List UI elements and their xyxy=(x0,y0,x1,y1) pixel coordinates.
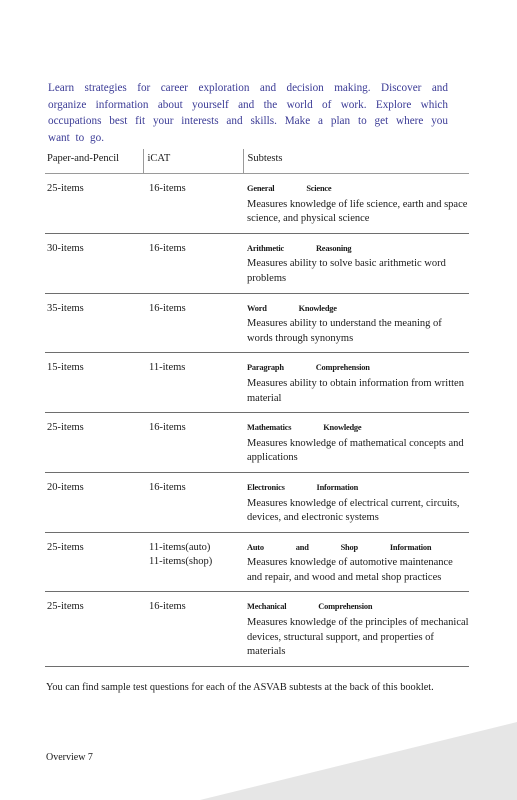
subtest-name: Paragraph Comprehension xyxy=(247,363,370,373)
page-footer: Overview 7 xyxy=(46,752,93,763)
icat-items: 11-items(shop) xyxy=(149,556,213,568)
paper-pencil-items: 25-items xyxy=(45,413,143,473)
icat-items-cell xyxy=(143,592,243,666)
icat-items-cell xyxy=(143,293,243,353)
table-header-row xyxy=(45,149,469,174)
table-row xyxy=(45,472,469,532)
icat-items-cell xyxy=(143,233,243,293)
subtest-description: Measures knowledge of mathematical concepts and applications xyxy=(247,437,464,464)
icat-items: 16-items xyxy=(149,481,186,493)
paper-pencil-items: 15-items xyxy=(45,353,143,413)
subtest-cell xyxy=(243,413,469,473)
subtest-cell xyxy=(243,592,469,666)
icat-items-cell xyxy=(143,174,243,234)
subtest-name: Mathematics Knowledge xyxy=(247,423,362,433)
paper-pencil-items: 25-items xyxy=(45,532,143,592)
subtest-name: Word Knowledge xyxy=(247,303,337,313)
icat-items: 16-items xyxy=(149,302,186,314)
subtest-description: Measures ability to understand the meaning of words through synonyms xyxy=(247,318,442,344)
paper-pencil-items: 25-items xyxy=(45,174,143,234)
intro-paragraph: Learn strategies for career exploration and decision making. Discover and organize information about yourself and the world of work. Explore which occupations best fit your interests and skills. Make a plan to get where you want to go. xyxy=(48,82,448,144)
subtest-description: Measures ability to obtain information from written material xyxy=(247,377,464,404)
subtest-description: Measures ability to solve basic arithmetic word problems xyxy=(247,258,446,284)
subtest-name: Arithmetic Reasoning xyxy=(247,243,352,253)
table-row xyxy=(45,233,469,293)
subtest-name: Auto and Shop Information xyxy=(247,542,432,552)
subtests-table xyxy=(45,149,469,667)
paper-pencil-items: 20-items xyxy=(45,472,143,532)
subtest-description: Measures knowledge of electrical current, circuits, devices, and electronic systems xyxy=(247,497,460,524)
header-icat: iCAT xyxy=(143,149,243,174)
subtest-name: General Science xyxy=(247,184,332,193)
table-row xyxy=(45,293,469,353)
subtest-cell xyxy=(243,353,469,413)
subtest-cell xyxy=(243,293,469,353)
table-row xyxy=(45,592,469,666)
footnote: You can find sample test questions for each of the ASVAB subtests at the back of this booklet. xyxy=(46,682,434,693)
icat-items: 16-items xyxy=(149,242,186,254)
subtest-name: Electronics Information xyxy=(247,482,359,492)
icat-items: 11-items(auto) xyxy=(149,541,211,553)
icat-items: 11-items xyxy=(149,362,186,374)
paper-pencil-items: 30-items xyxy=(45,233,143,293)
icat-items-cell xyxy=(143,472,243,532)
subtest-cell xyxy=(243,472,469,532)
subtest-cell xyxy=(243,233,469,293)
table-row xyxy=(45,532,469,592)
paper-pencil-items: 35-items xyxy=(45,293,143,353)
header-subtests: Subtests xyxy=(243,149,469,174)
icat-items: 16-items xyxy=(149,422,186,434)
subtest-cell xyxy=(243,174,469,234)
header-paper-and-pencil: Paper-and-Pencil xyxy=(45,149,143,174)
icat-items-cell xyxy=(143,532,243,592)
table-row xyxy=(45,413,469,473)
table-row xyxy=(45,353,469,413)
paper-pencil-items: 25-items xyxy=(45,592,143,666)
icat-items-cell xyxy=(143,353,243,413)
icat-items: 16-items xyxy=(149,601,186,613)
subtest-cell xyxy=(243,532,469,592)
subtest-description: Measures knowledge of the principles of mechanical devices, structural support, and properties of materials xyxy=(247,617,469,658)
subtest-name: Mechanical Comprehension xyxy=(247,602,373,612)
icat-items: 16-items xyxy=(149,183,186,194)
subtest-description: Measures knowledge of automotive maintenance and repair, and wood and metal shop practices xyxy=(247,557,453,583)
subtest-description: Measures knowledge of life science, earth and space science, and physical science xyxy=(247,198,468,225)
table-row xyxy=(45,174,469,234)
icat-items-cell xyxy=(143,413,243,473)
